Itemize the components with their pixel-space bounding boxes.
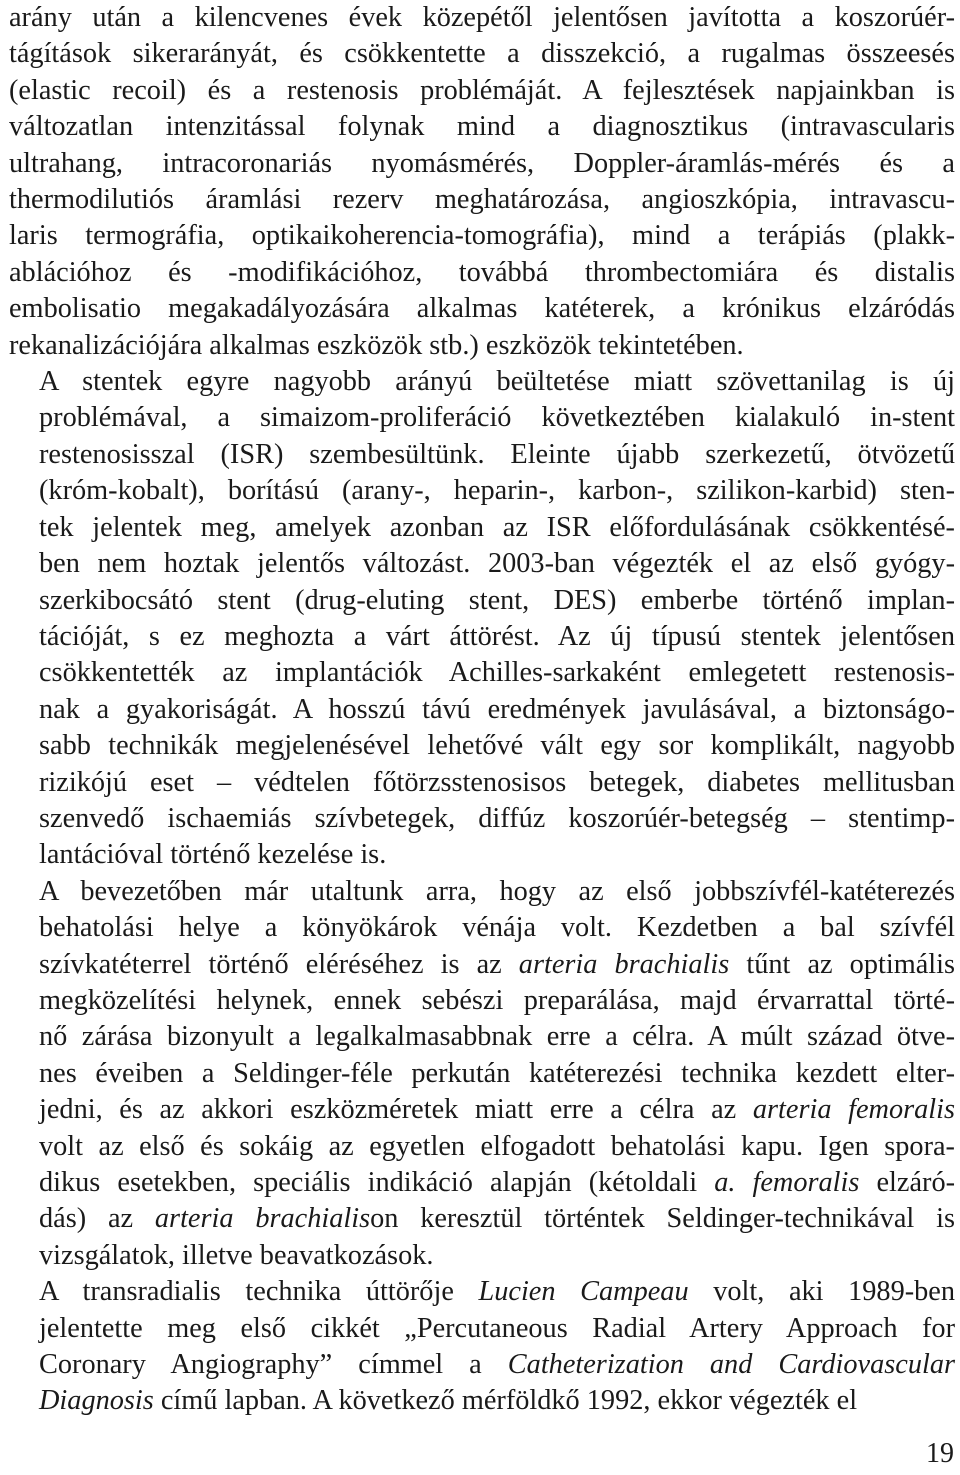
text-segment: volt az első és sokáig az egyetlen elfogadott behatolási kapu. Igen spora- <box>39 1130 955 1162</box>
text-line <box>9 1201 955 1237</box>
text-segment: laris termográfia, optikaikoherencia-tomográfia), mind a terápiás (plakk- <box>9 220 955 252</box>
text-segment: dikus esetekben, speciális indikáció alapján (kétoldali <box>39 1167 715 1198</box>
text-line <box>9 910 955 946</box>
text-segment: embolisatio megakadályozására alkalmas katéterek, a krónikus elzáródás <box>9 293 955 325</box>
text-segment: ultrahang, intracoronariás nyomásmérés, Doppler-áramlás-mérés és a <box>9 147 955 179</box>
text-segment: tációját, s ez meghozta a várt áttörést. Az új típusú stentek jelentősen <box>39 620 955 652</box>
text-segment: című lapban. A következő mérföldkő 1992, ekkor végezték el <box>153 1385 858 1417</box>
text-segment: volt, aki 1989-ben <box>688 1276 955 1308</box>
text-segment: nak a gyakoriságát. A hosszú távú eredmények javulásával, a biztonságo- <box>39 693 955 725</box>
text-line <box>9 874 955 910</box>
text-segment: (elastic recoil) és a restenosis problémáját. A fejlesztések napjainkban is <box>9 74 955 106</box>
paragraph <box>9 874 955 1274</box>
text-segment: behatolási helye a könyökárok vénája volt. Kezdetben a bal szívfél <box>39 912 955 944</box>
italic-text: Catheterization and Cardiovascular <box>507 1349 955 1381</box>
paragraph <box>9 1274 955 1420</box>
text-line <box>9 218 955 254</box>
text-line <box>9 1347 955 1383</box>
text-segment: Coronary Angiography” címmel a <box>39 1349 508 1381</box>
text-segment: változatlan intenzitással folynak mind a diagnosztikus (intravascularis <box>9 111 955 143</box>
text-line <box>9 1274 955 1310</box>
text-line <box>9 728 955 764</box>
text-line <box>9 1165 955 1201</box>
text-segment: rekanalizációjára alkalmas eszközök stb.) eszközök tekintetében. <box>9 329 744 361</box>
text-segment: nő zárása bizonyult a legalkalmasabbnak erre a célra. A múlt század ötve- <box>39 1021 955 1053</box>
text-segment: tágítások sikerarányát, és csökkentette a disszekció, a rugalmas összeesés <box>9 38 955 70</box>
text-segment: problémával, a simaizom-proliferáció következtében kialakuló in-stent <box>39 402 955 434</box>
text-line <box>9 983 955 1019</box>
text-segment: szenvedő ischaemiás szívbetegek, diffúz koszorúér-betegség – stentimp- <box>39 802 955 834</box>
text-segment: nes éveiben a Seldinger-féle perkután katéterezési technika kezdett elter- <box>39 1057 955 1089</box>
paragraph <box>9 364 955 874</box>
text-line <box>9 510 955 546</box>
text-line <box>9 1019 955 1055</box>
italic-text: arteria brachialis <box>154 1203 371 1235</box>
italic-text: arteria femoralis <box>752 1094 955 1126</box>
text-segment: A stentek egyre nagyobb arányú beültetése miatt szövettanilag is új <box>39 366 955 398</box>
text-segment: dás) az <box>39 1203 155 1235</box>
text-line <box>9 546 955 582</box>
text-line <box>9 837 955 873</box>
text-segment: csökkentették az implantációk Achilles-sarkaként emlegetett restenosis- <box>39 657 955 689</box>
text-line <box>9 400 955 436</box>
text-segment: megközelítési helynek, ennek sebészi preparálása, majd érvarrattal törté- <box>39 984 955 1016</box>
text-segment: szívkatéterrel történő eléréséhez is az <box>39 948 519 980</box>
text-line <box>9 1092 955 1128</box>
text-segment: szerkibocsátó stent (drug-eluting stent, DES) emberbe történő implan- <box>39 584 955 616</box>
text-segment: on keresztül történtek Seldinger-technikával is <box>370 1203 955 1235</box>
text-line <box>9 947 955 983</box>
italic-text: a. femoralis <box>714 1167 860 1198</box>
text-segment: sabb technikák megjelenésével lehetővé vált egy sor komplikált, nagyobb <box>39 730 955 762</box>
text-line <box>9 765 955 801</box>
text-line <box>9 655 955 691</box>
text-segment: elzáró- <box>859 1167 956 1198</box>
text-segment: thermodilutiós áramlási rezerv meghatározása, angioszkópia, intravascu- <box>9 184 955 216</box>
text-segment: vizsgálatok, illetve beavatkozások. <box>39 1239 434 1271</box>
text-line <box>9 1238 955 1274</box>
text-line <box>9 182 955 218</box>
text-segment: A transradialis technika úttörője <box>39 1276 479 1308</box>
text-line <box>9 364 955 400</box>
text-line <box>9 328 955 364</box>
text-line <box>9 109 955 145</box>
text-segment: arány után a kilencvenes évek közepétől jelentősen javította a koszorúér- <box>9 2 955 33</box>
paragraph <box>9 0 955 364</box>
text-line <box>9 692 955 728</box>
italic-text: Lucien Campeau <box>478 1276 689 1308</box>
text-line <box>9 1383 955 1419</box>
text-segment: ben nem hoztak jelentős változást. 2003-ban végezték el az első gyógy- <box>39 548 955 580</box>
text-segment: jelentette meg első cikkét „Percutaneous Radial Artery Approach for <box>39 1312 955 1344</box>
text-line <box>9 619 955 655</box>
text-segment: tek jelentek meg, amelyek azonban az ISR előfordulásának csökkentésé- <box>39 511 955 543</box>
text-line <box>9 36 955 72</box>
italic-text: Diagnosis <box>39 1385 154 1417</box>
text-segment: rizikójú eset – védtelen főtörzsstenosisos betegek, diabetes mellitusban <box>39 766 955 798</box>
text-segment: tűnt az optimális <box>729 948 955 980</box>
text-line <box>9 1056 955 1092</box>
page-body <box>9 0 955 1420</box>
page-number: 19 <box>926 1438 954 1469</box>
text-line <box>9 801 955 837</box>
text-segment: lantációval történő kezelése is. <box>39 839 387 871</box>
text-line <box>9 437 955 473</box>
text-line <box>9 1129 955 1165</box>
text-segment: (króm-kobalt), borítású (arany-, heparin-, karbon-, szilikon-karbid) sten- <box>39 475 955 507</box>
text-segment: ablációhoz és -modifikációhoz, továbbá thrombectomiára és distalis <box>9 256 955 288</box>
text-line <box>9 473 955 509</box>
italic-text: arteria brachialis <box>518 948 730 980</box>
text-segment: A bevezetőben már utaltunk arra, hogy az első jobbszívfél-katéterezés <box>39 875 955 907</box>
text-segment: restenosisszal (ISR) szembesültünk. Eleinte újabb szerkezetű, ötvözetű <box>39 438 955 470</box>
text-line <box>9 73 955 109</box>
text-line <box>9 583 955 619</box>
text-line <box>9 1311 955 1347</box>
text-line <box>9 255 955 291</box>
text-line <box>9 0 955 36</box>
text-segment: jedni, és az akkori eszközméretek miatt erre a célra az <box>39 1094 753 1126</box>
text-line <box>9 291 955 327</box>
text-line <box>9 146 955 182</box>
